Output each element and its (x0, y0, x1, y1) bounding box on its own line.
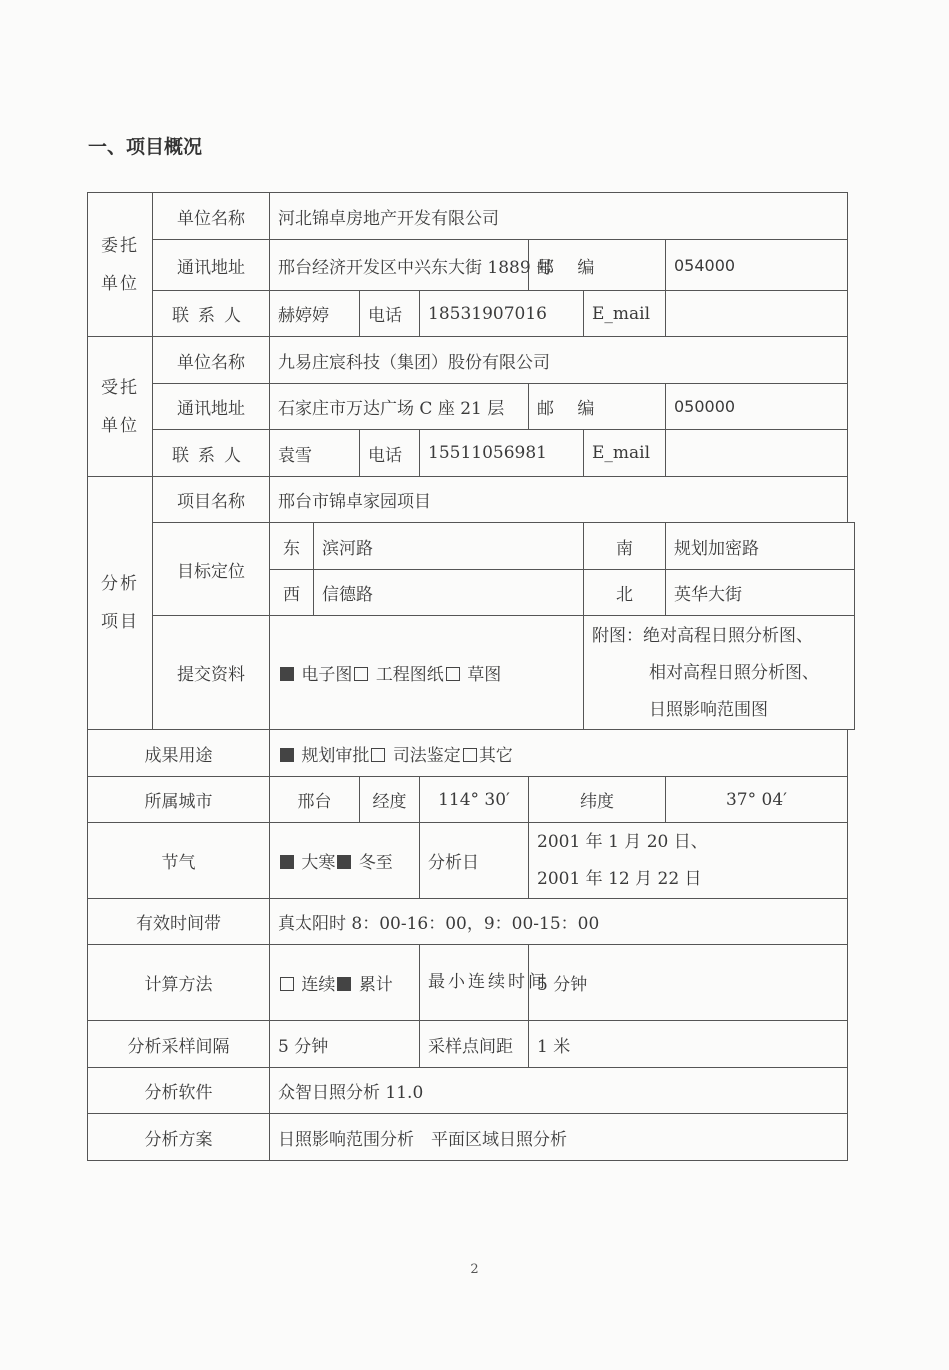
checkbox-empty-icon (446, 667, 460, 681)
checkbox-checked-icon (280, 748, 294, 762)
submit-option-2: 工程图纸 (375, 665, 444, 685)
client-contact-value: 赫婷婷 (270, 291, 360, 337)
checkbox-empty-icon (280, 977, 294, 991)
client-zip-label: 邮 编 (529, 240, 666, 291)
project-name-label: 项目名称 (153, 477, 270, 523)
contractor-address-row (88, 384, 855, 430)
contractor-group-text: 受托 单位 (101, 377, 139, 436)
target-row-east-south (88, 523, 855, 570)
contractor-name-value: 九易庄宸科技（集团）股份有限公司 (270, 337, 848, 384)
method-option-1: 连续 (301, 975, 336, 995)
submit-label: 提交资料 (153, 616, 270, 730)
submit-option-3: 草图 (467, 665, 502, 685)
use-option-3: 其它 (478, 745, 513, 766)
analysis-day-value (529, 823, 848, 899)
client-address-label: 通讯地址 (153, 240, 270, 291)
software-value: 众智日照分析 11.0 (270, 1068, 848, 1114)
client-group-text: 委托 单位 (101, 235, 139, 294)
solar-term-option-1: 大寒 (301, 853, 336, 873)
analysis-day-label: 分析日 (420, 823, 529, 899)
software-row (88, 1068, 855, 1114)
attach-prefix: 附图： (592, 626, 643, 646)
checkbox-empty-icon (371, 748, 385, 762)
south-label: 南 (584, 523, 666, 570)
contractor-name-label: 单位名称 (153, 337, 270, 384)
project-overview-table (87, 192, 855, 1161)
client-contact-label: 联系人 (153, 291, 270, 337)
result-use-options (270, 730, 848, 777)
solar-term-row (88, 823, 855, 899)
west-value: 信德路 (314, 570, 584, 616)
client-group-label (88, 193, 153, 337)
sample-distance-label: 采样点间距 (420, 1021, 529, 1068)
method-label: 计算方法 (88, 945, 270, 1021)
client-name-row (88, 193, 855, 240)
min-continuous-label: 最小连续时间 (420, 945, 529, 1021)
scheme-label: 分析方案 (88, 1114, 270, 1161)
checkbox-checked-icon (337, 977, 351, 991)
south-value: 规划加密路 (666, 523, 855, 570)
contractor-zip-label: 邮 编 (529, 384, 666, 430)
contractor-email-label: E_mail (584, 430, 666, 477)
section-title: 一、项目概况 (88, 136, 203, 158)
software-label: 分析软件 (88, 1068, 270, 1114)
checkbox-checked-icon (337, 855, 351, 869)
result-use-row (88, 730, 855, 777)
east-value: 滨河路 (314, 523, 584, 570)
checkbox-empty-icon (463, 748, 477, 762)
checkbox-checked-icon (280, 855, 294, 869)
east-label: 东 (270, 523, 314, 570)
solar-term-options (270, 823, 420, 899)
attach-item-3: 日照影响范围图 (649, 700, 768, 720)
analysis-day-1: 2001 年 1 月 20 日、 (537, 831, 708, 852)
contractor-phone-label: 电话 (360, 430, 420, 477)
method-option-2: 累计 (358, 975, 393, 995)
client-name-value: 河北锦卓房地产开发有限公司 (270, 193, 848, 240)
latitude-label: 纬度 (529, 777, 666, 823)
time-band-row (88, 899, 855, 945)
client-address-value: 邢台经济开发区中兴东大街 1889 号 (270, 240, 529, 291)
client-email-label: E_mail (584, 291, 666, 337)
contractor-group-label (88, 337, 153, 477)
scheme-value: 日照影响范围分析 平面区域日照分析 (270, 1114, 848, 1161)
contractor-zip-value: 050000 (666, 384, 848, 430)
target-label: 目标定位 (153, 523, 270, 616)
attachments-cell (584, 616, 855, 730)
contractor-email-value (666, 430, 848, 477)
contractor-contact-value: 袁雪 (270, 430, 360, 477)
client-address-row (88, 240, 855, 291)
submit-options (270, 616, 584, 730)
use-option-2: 司法鉴定 (392, 745, 461, 766)
time-band-value: 真太阳时 8：00-16：00，9：00-15：00 (270, 899, 848, 945)
city-value: 邢台 (270, 777, 360, 823)
longitude-label: 经度 (360, 777, 420, 823)
client-name-label: 单位名称 (153, 193, 270, 240)
scheme-row (88, 1114, 855, 1161)
contractor-phone-value: 15511056981 (420, 430, 584, 477)
page-number: 2 (470, 1262, 479, 1277)
client-contact-row (88, 291, 855, 337)
sampling-label: 分析采样间隔 (88, 1021, 270, 1068)
checkbox-empty-icon (354, 667, 368, 681)
contractor-name-row (88, 337, 855, 384)
contractor-contact-label: 联系人 (153, 430, 270, 477)
project-name-value: 邢台市锦卓家园项目 (270, 477, 848, 523)
analysis-group-label (88, 477, 153, 730)
attach-item-2: 相对高程日照分析图、 (649, 663, 819, 683)
client-phone-value: 18531907016 (420, 291, 584, 337)
min-continuous-value: 5 分钟 (529, 945, 848, 1021)
sampling-value: 5 分钟 (270, 1021, 420, 1068)
client-email-value (666, 291, 848, 337)
analysis-group-text: 分析 项目 (101, 574, 139, 632)
north-label: 北 (584, 570, 666, 616)
submit-option-1: 电子图 (301, 665, 353, 685)
checkbox-checked-icon (280, 667, 294, 681)
city-label: 所属城市 (88, 777, 270, 823)
sample-distance-value: 1 米 (529, 1021, 848, 1068)
contractor-address-label: 通讯地址 (153, 384, 270, 430)
latitude-value: 37° 04′ (666, 777, 848, 823)
sampling-row (88, 1021, 855, 1068)
result-use-label: 成果用途 (88, 730, 270, 777)
west-label: 西 (270, 570, 314, 616)
time-band-label: 有效时间带 (88, 899, 270, 945)
longitude-value: 114° 30′ (420, 777, 529, 823)
client-zip-value: 054000 (666, 240, 848, 291)
contractor-address-value: 石家庄市万达广场 C 座 21 层 (270, 384, 529, 430)
contractor-contact-row (88, 430, 855, 477)
client-phone-label: 电话 (360, 291, 420, 337)
city-row (88, 777, 855, 823)
method-options (270, 945, 420, 1021)
attach-item-1: 绝对高程日照分析图、 (643, 626, 813, 646)
analysis-day-2: 2001 年 12 月 22 日 (537, 868, 702, 889)
method-row (88, 945, 855, 1021)
solar-term-option-2: 冬至 (358, 853, 393, 873)
solar-term-label: 节气 (88, 823, 270, 899)
project-name-row (88, 477, 855, 523)
use-option-1: 规划审批 (301, 745, 370, 766)
submit-materials-row (88, 616, 855, 730)
north-value: 英华大街 (666, 570, 855, 616)
